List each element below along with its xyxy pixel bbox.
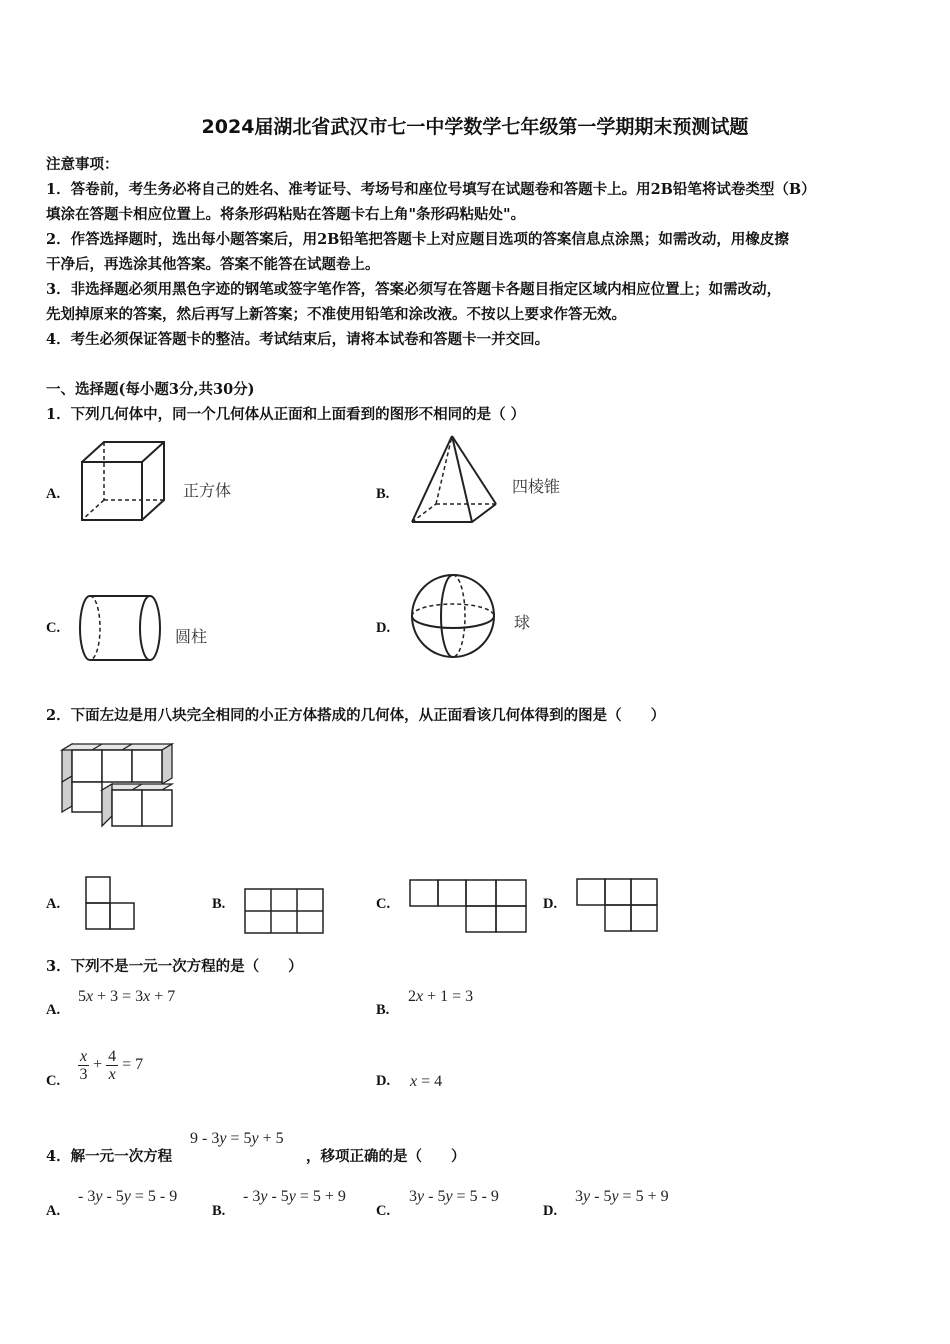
q4-equation-a: - 3y - 5y = 5 - 9 <box>78 1188 178 1205</box>
q4-equation-b: - 3y - 5y = 5 + 9 <box>243 1188 346 1205</box>
q4-option-c-label: C. <box>376 1203 391 1219</box>
view-option-d <box>575 877 661 935</box>
notice-line: 4．考生必须保证答题卡的整洁。考试结束后，请将本试卷和答题卡一并交回。 <box>46 331 550 348</box>
q2-option-c-label: C. <box>376 896 391 912</box>
q2-option-b-label: B. <box>212 896 226 912</box>
q1-option-a-caption: 正方体 <box>183 481 232 500</box>
q1-option-d-caption: 球 <box>514 613 531 632</box>
notice-line: 填涂在答题卡相应位置上。将条形码粘贴在答题卡右上角"条形码粘贴处"。 <box>46 206 526 223</box>
q2-option-d-label: D. <box>543 896 558 912</box>
sphere-icon <box>410 572 498 662</box>
question-2-stem: 2．下面左边是用八块完全相同的小正方体搭成的几何体，从正面看该几何体得到的图是（ ） <box>46 707 666 724</box>
q1-option-c-caption: 圆柱 <box>175 627 208 646</box>
pyramid-icon <box>408 434 500 526</box>
q3-equation-d: x = 4 <box>410 1073 443 1090</box>
question-1-stem: 1．下列几何体中，同一个几何体从正面和上面看到的图形不相同的是（ ） <box>46 406 526 423</box>
question-3-stem: 3．下列不是一元一次方程的是（ ） <box>46 958 303 975</box>
q2-option-a-label: A. <box>46 896 61 912</box>
q4-equation-d: 3y - 5y = 5 + 9 <box>575 1188 669 1205</box>
q1-option-a-label: A. <box>46 486 61 502</box>
question-4-stem-suffix: ，移项正确的是（ ） <box>306 1148 466 1165</box>
question-4-stem-prefix: 4．解一元一次方程 <box>46 1148 173 1165</box>
notice-heading: 注意事项： <box>46 156 119 173</box>
q1-option-d-label: D. <box>376 620 391 636</box>
q3-equation-a: 5x + 3 = 3x + 7 <box>78 988 176 1005</box>
q4-option-a-label: A. <box>46 1203 61 1219</box>
cylinder-icon <box>78 594 168 664</box>
q1-option-c-label: C. <box>46 620 61 636</box>
notice-line: 2．作答选择题时，选出每小题答案后，用2B铅笔把答题卡上对应题目选项的答案信息点涂黑；如需改动，用橡皮擦 <box>46 231 789 248</box>
q3-option-c-label: C. <box>46 1073 61 1089</box>
cube-icon <box>80 440 170 525</box>
q3-equation-b: 2x + 1 = 3 <box>408 988 474 1005</box>
section-heading: 一、选择题(每小题3分,共30分) <box>46 381 255 398</box>
q1-option-b-caption: 四棱锥 <box>512 477 561 496</box>
view-option-a <box>84 875 136 933</box>
page-title: 2024届湖北省武汉市七一中学数学七年级第一学期期末预测试题 <box>201 116 749 138</box>
q4-equation: 9 - 3y = 5y + 5 <box>190 1130 284 1147</box>
cube-stack-figure <box>60 742 180 832</box>
view-option-b <box>243 887 325 935</box>
q3-option-b-label: B. <box>376 1002 390 1018</box>
q4-equation-c: 3y - 5y = 5 - 9 <box>409 1188 499 1205</box>
q3-equation-c: $\frac{x}{3}$ + $\frac{4}{x}$ = 7 <box>79 1048 144 1083</box>
q1-option-b-label: B. <box>376 486 390 502</box>
q4-option-b-label: B. <box>212 1203 226 1219</box>
q3-option-a-label: A. <box>46 1002 61 1018</box>
view-option-c <box>408 878 530 936</box>
notice-line: 干净后，再选涂其他答案。答案不能答在试题卷上。 <box>46 256 380 273</box>
notice-line: 1．答卷前，考生务必将自己的姓名、准考证号、考场号和座位号填写在试题卷和答题卡上。用2B铅笔将试卷类型（B） <box>46 181 816 198</box>
notice-line: 3．非选择题必须用黑色字迹的钢笔或签字笔作答，答案必须写在答题卡各题目指定区域内相应位置上；如需改动， <box>46 281 782 298</box>
q4-option-d-label: D. <box>543 1203 558 1219</box>
notice-line: 先划掉原来的答案，然后再写上新答案；不准使用铅笔和涂改液。不按以上要求作答无效。 <box>46 306 626 323</box>
q3-option-d-label: D. <box>376 1073 391 1089</box>
